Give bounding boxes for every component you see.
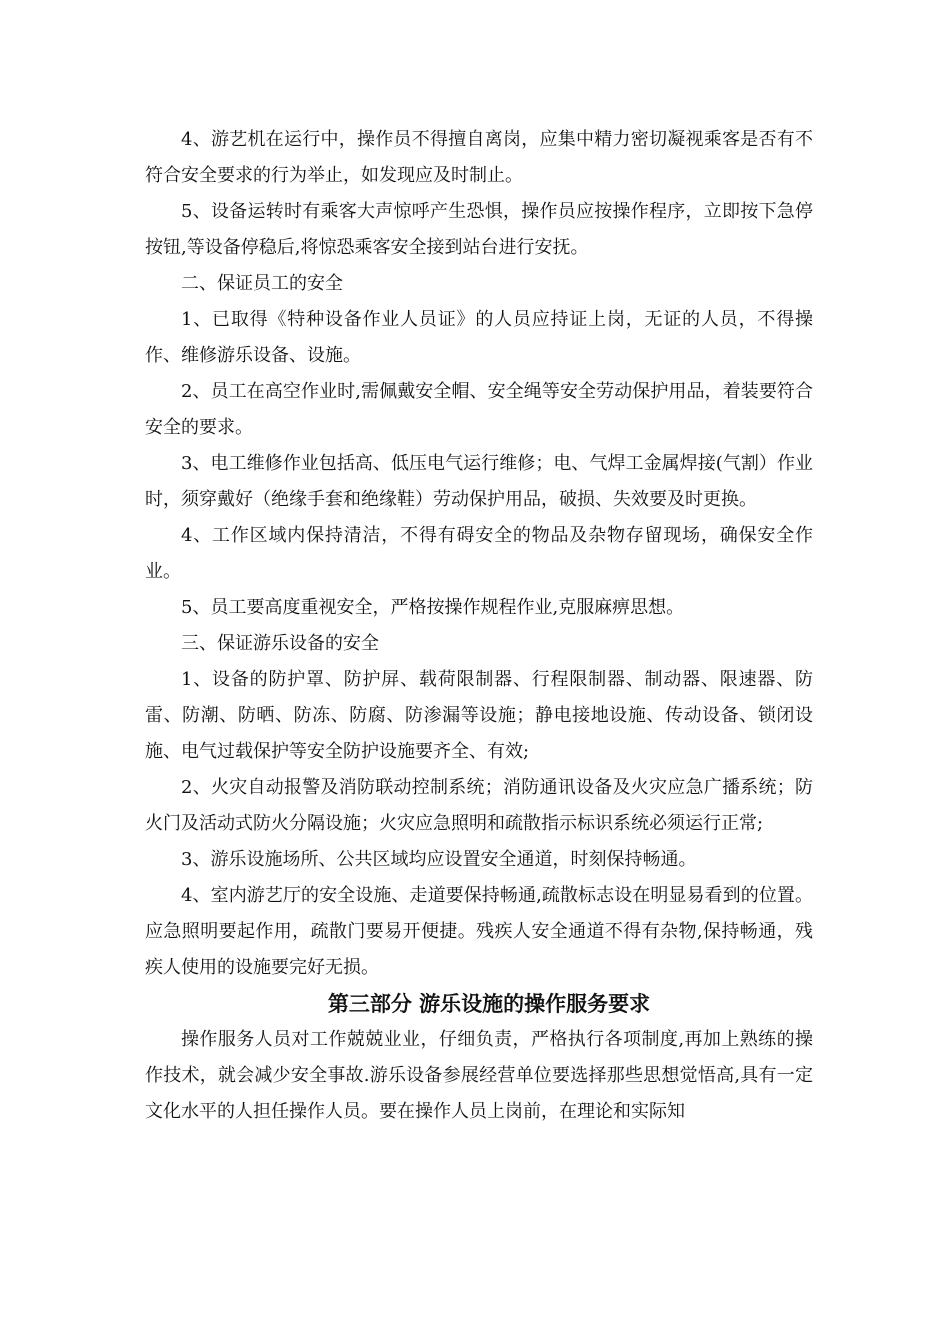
paragraph-electrical-work: 3、电工维修作业包括高、低压电气运行维修；电、气焊工金属焊接(气割）作业时，须穿戴好（绝缘手套和绝缘鞋）劳动保护用品，破损、失效要及时更换。 [145, 453, 813, 510]
paragraph-safety-passage: 3、游乐设施场所、公共区域均应设置安全通道，时刻保持畅通。 [181, 849, 697, 870]
paragraph-operator-requirements: 操作服务人员对工作兢兢业业，仔细负责，严格执行各项制度,再加上熟练的操作技术，就会减少安全事故.游乐设备参展经营单位要选择那些思想觉悟高,具有一定文化水平的人担任操作人员。要在操作人员上岗前，在理论和实际知 [145, 1029, 813, 1122]
paragraph-emergency-stop: 5、设备运转时有乘客大声惊呼产生恐惧，操作员应按操作程序，立即按下急停按钮,等设备停稳后,将惊恐乘客安全接到站台进行安抚。 [145, 201, 813, 258]
paragraph-indoor-hall-safety: 4、室内游艺厅的安全设施、走道要保持畅通,疏散标志设在明显易看到的位置。应急照明要起作用，疏散门要易开便捷。残疾人安全通道不得有杂物,保持畅通，残疾人使用的设施要完好无损。 [145, 885, 813, 978]
paragraph-ride-operator-attention: 4、游艺机在运行中，操作员不得擅自离岗，应集中精力密切凝视乘客是否有不符合安全要求的行为举止，如发现应及时制止。 [145, 129, 813, 186]
paragraph-work-area-clean: 4、工作区域内保持清洁，不得有碍安全的物品及杂物存留现场，确保安全作业。 [145, 525, 813, 582]
paragraph-safety-awareness: 5、员工要高度重视安全，严格按操作规程作业,克服麻痹思想。 [181, 597, 685, 618]
section-heading: 第三部分 游乐设施的操作服务要求 [327, 992, 651, 1016]
subheading-equipment-safety: 三、保证游乐设备的安全 [181, 633, 379, 654]
document-body [145, 122, 813, 1130]
paragraph-certification: 1、已取得《特种设备作业人员证》的人员应持证上岗，无证的人员，不得操作、维修游乐设备、设施。 [145, 309, 813, 366]
paragraph-high-altitude-work: 2、员工在高空作业时,需佩戴安全帽、安全绳等安全劳动保护用品，着装要符合安全的要求。 [145, 381, 813, 438]
subheading-staff-safety: 二、保证员工的安全 [181, 273, 343, 294]
paragraph-fire-systems: 2、火灾自动报警及消防联动控制系统；消防通讯设备及火灾应急广播系统；防火门及活动式防火分隔设施；火灾应急照明和疏散指示标识系统必须运行正常; [145, 777, 813, 834]
paragraph-protective-facilities: 1、设备的防护罩、防护屏、载荷限制器、行程限制器、制动器、限速器、防雷、防潮、防晒、防冻、防腐、防渗漏等设施；静电接地设施、传动设备、锁闭设施、电气过载保护等安全防护设施要齐全、有效; [145, 669, 813, 762]
